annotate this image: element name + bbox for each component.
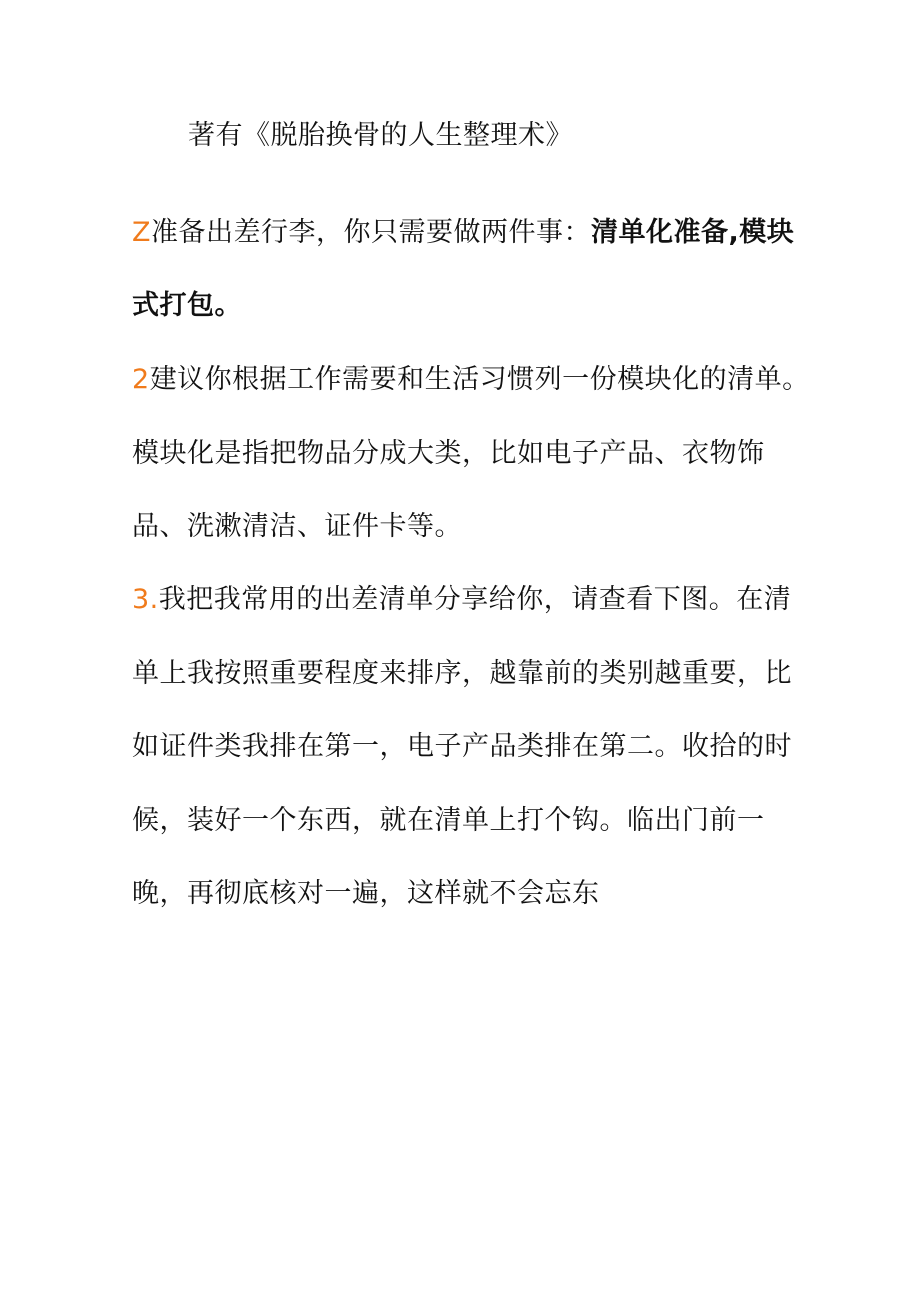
item-3-line-2: 单上我按照重要程度来排序，越靠前的类别越重要，比	[132, 658, 792, 689]
item-3-line-3: 如证件类我排在第一，电子产品类排在第二。收拾的时	[132, 731, 792, 762]
item-2-number: 2	[132, 364, 150, 395]
item-3-line-1	[132, 582, 791, 618]
item-1-line-1	[132, 215, 794, 251]
book-title-line: 著有《脱胎换骨的人生整理术》	[188, 120, 573, 151]
item-1-number: Z	[132, 217, 151, 248]
item-1-text: 准备出差行李，你只需要做两件事：	[151, 217, 591, 248]
item-1-bold-text-2: 式打包。	[132, 290, 242, 321]
item-1-line-2	[132, 288, 242, 324]
item-3-line-4: 候，装好一个东西，就在清单上打个钩。临出门前一	[132, 805, 765, 836]
item-2-text-1: 建议你根据工作需要和生活习惯列一份模块化的清单。	[149, 364, 810, 395]
item-1-bold-text: 清单化准备,模块	[591, 217, 795, 248]
item-2-line-3: 品、洗漱清洁、证件卡等。	[132, 511, 462, 542]
item-3-line-5: 晚，再彻底核对一遍，这样就不会忘东	[132, 878, 600, 909]
item-2-line-1	[132, 362, 810, 398]
item-3-number: 3.	[132, 584, 159, 615]
item-2-line-2: 模块化是指把物品分成大类，比如电子产品、衣物饰	[132, 438, 765, 469]
item-3-text-1: 我把我常用的出差清单分享给你，请查看下图。在清	[158, 584, 792, 615]
